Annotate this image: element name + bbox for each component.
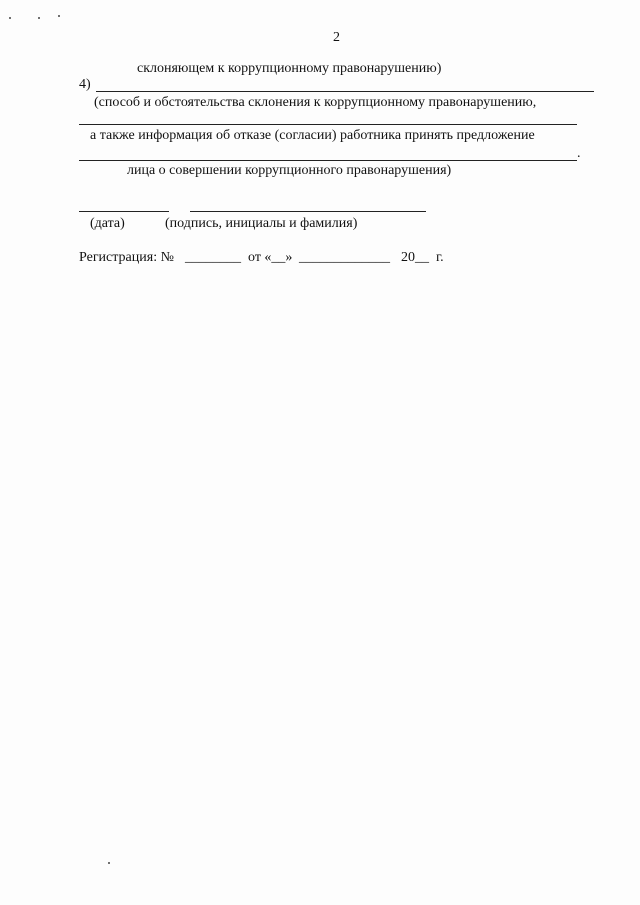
registration-month-blank: _____________ — [299, 250, 390, 265]
caption-line-2: а также информация об отказе (согласии) работника принять предложение — [90, 128, 535, 143]
caption-line-1: (способ и обстоятельства склонения к коррупционному правонарушению, — [94, 95, 537, 110]
scan-speck — [38, 17, 40, 19]
registration-label: Регистрация: № — [79, 250, 174, 265]
signature-label: (подпись, инициалы и фамилия) — [165, 216, 358, 231]
date-blank-line — [79, 211, 169, 212]
continuation-line: склоняющем к коррупционному правонарушению) — [137, 61, 442, 76]
blank-line-3 — [79, 160, 577, 161]
registration-number-blank: ________ — [185, 250, 241, 265]
registration-from-label: от «__» — [248, 250, 293, 265]
registration-year-suffix: г. — [436, 250, 444, 265]
blank-line-2 — [79, 124, 577, 125]
trailing-period: . — [577, 146, 581, 161]
blank-line-1 — [96, 91, 594, 92]
scan-speck — [108, 862, 110, 864]
caption-line-3: лица о совершении коррупционного правонарушения) — [127, 163, 452, 178]
registration-year-prefix: 20__ — [401, 250, 429, 265]
signature-blank-line — [190, 211, 426, 212]
item-number: 4) — [79, 77, 91, 92]
scan-speck — [9, 17, 11, 19]
page-number: 2 — [333, 30, 340, 45]
scan-speck — [58, 15, 60, 17]
date-label: (дата) — [90, 216, 125, 231]
